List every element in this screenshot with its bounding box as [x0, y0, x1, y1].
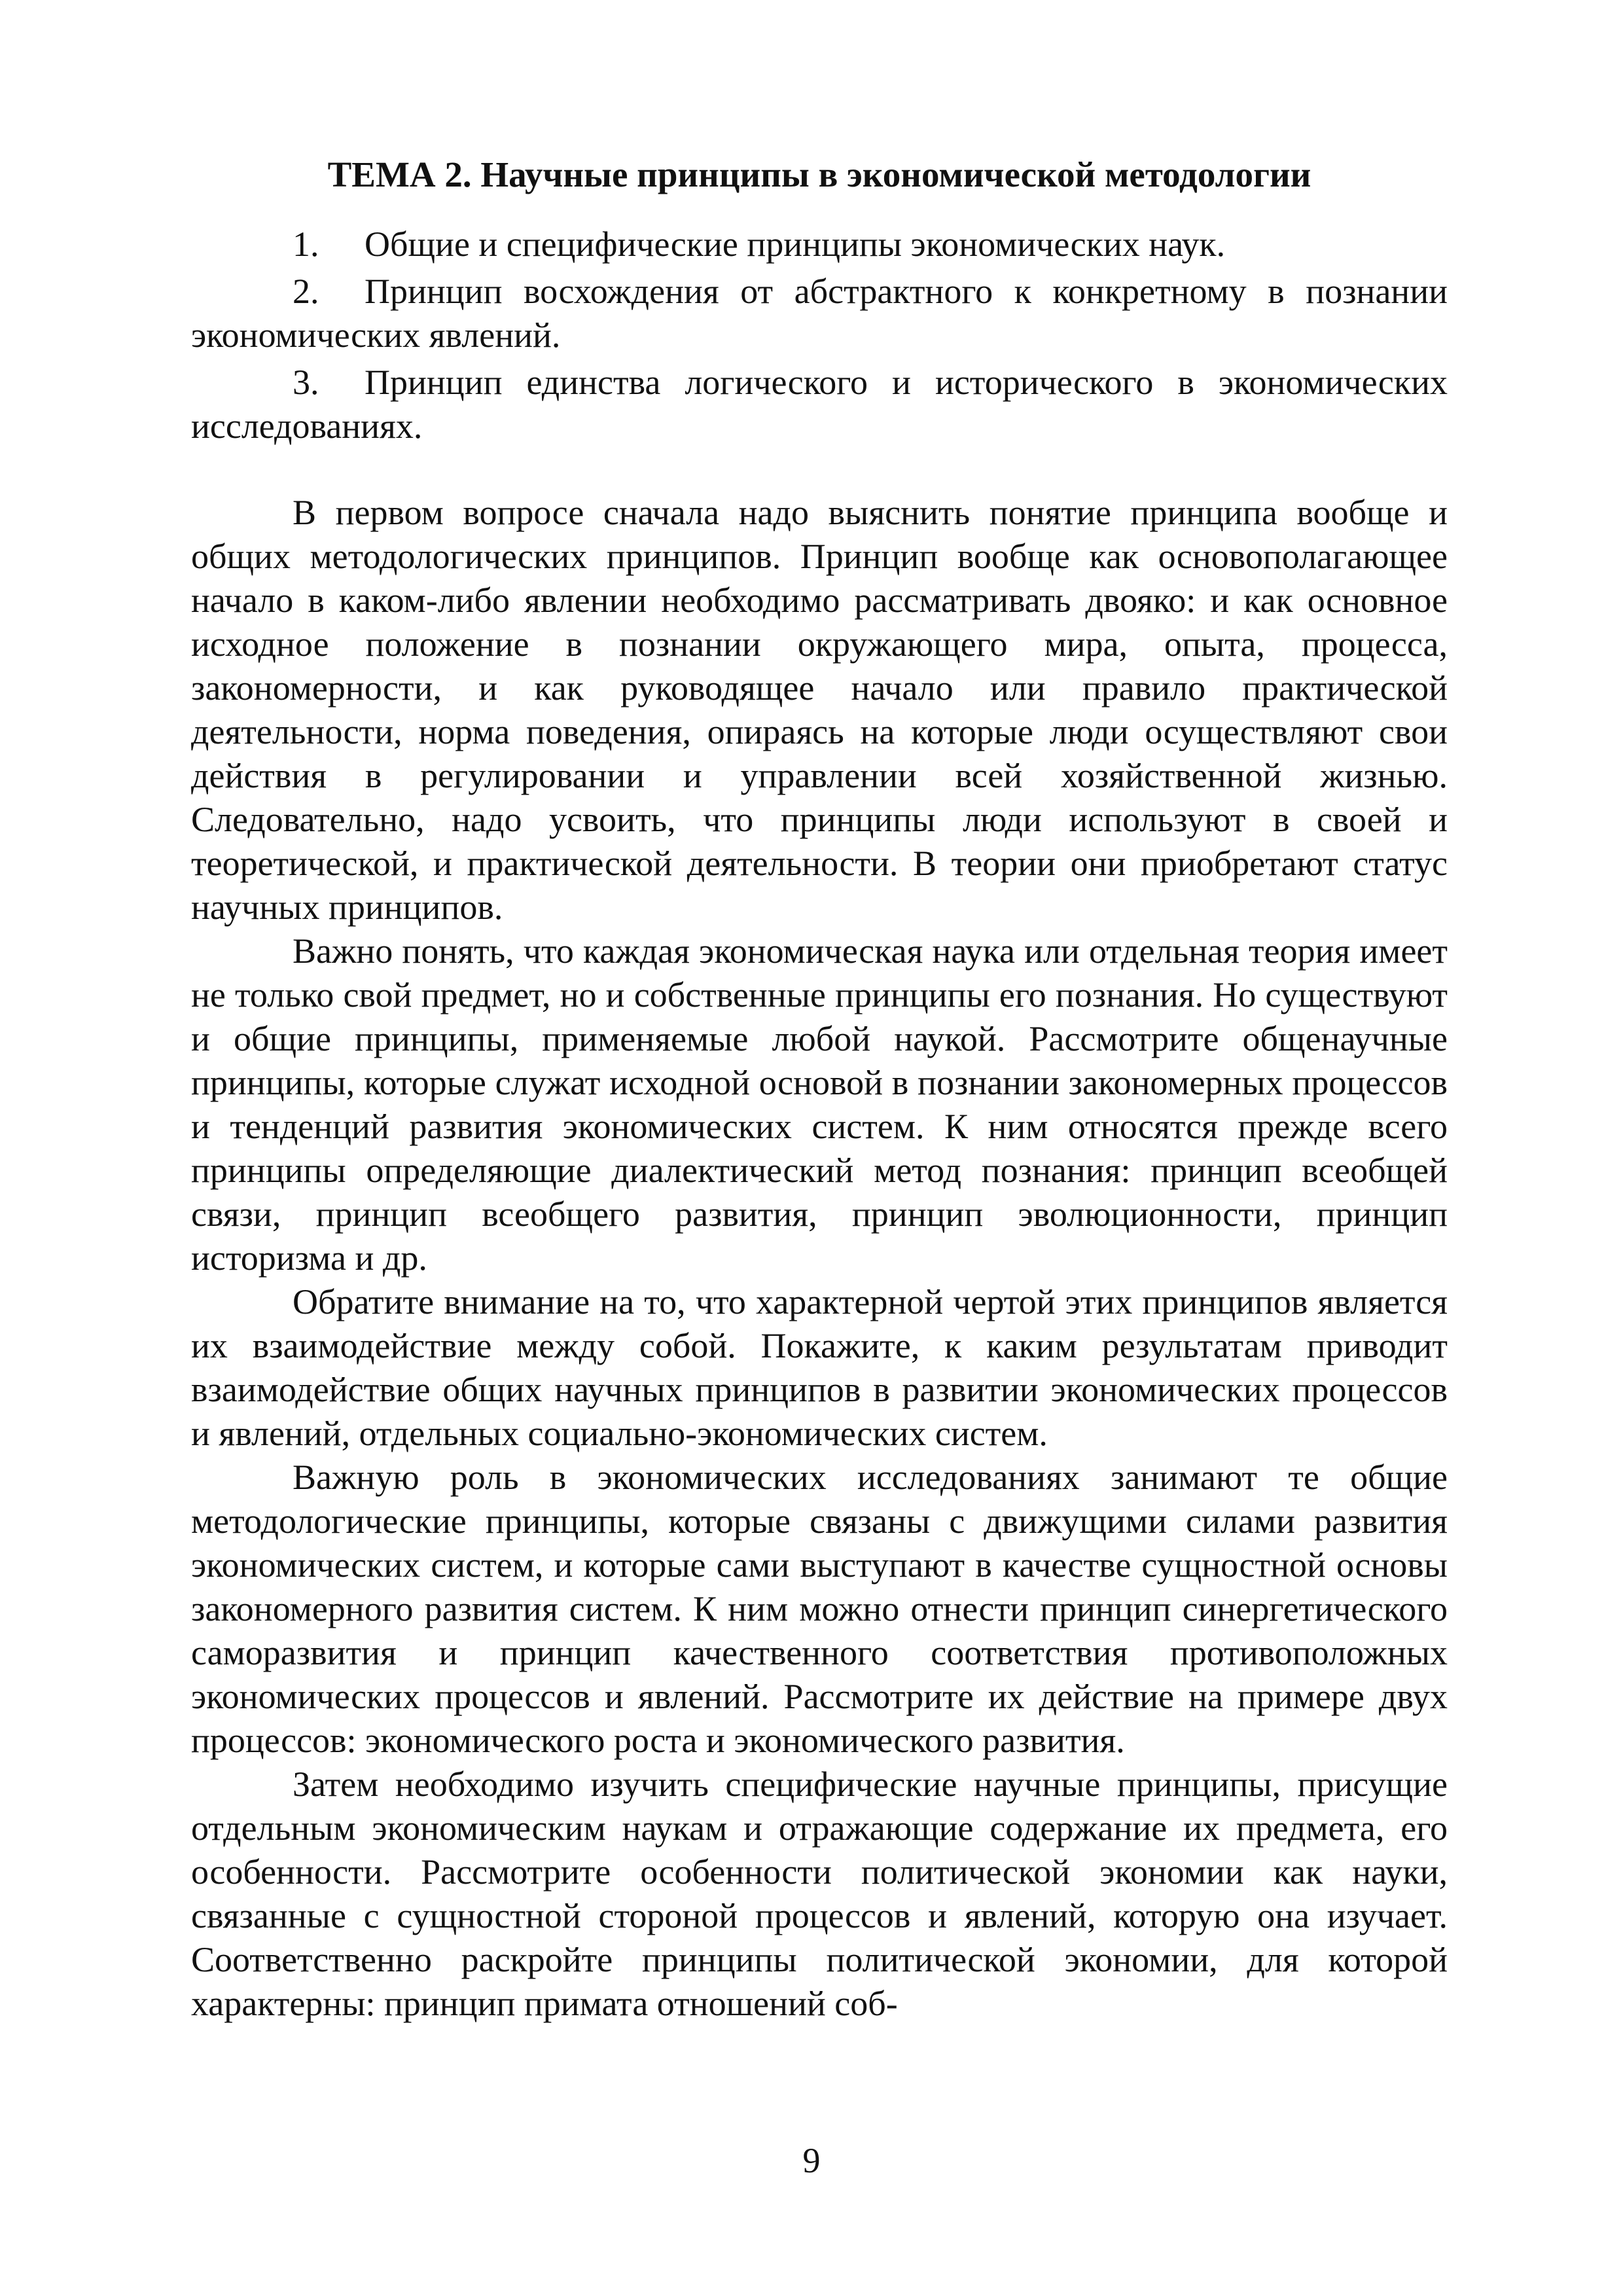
question-number: 3. — [293, 363, 319, 402]
body-paragraph: Обратите внимание на то, что характерной чертой этих принципов является их взаимодействие между собой. Покажите, к каким результатам приводит взаимодействие общих научных принципов в развитии экономических процессов и явлений, отдельных социально-экономических систем. — [191, 1282, 1448, 1453]
question-list — [191, 223, 1448, 448]
question-text: Общие и специфические принципы экономических наук. — [365, 224, 1226, 264]
question-number: 1. — [293, 224, 319, 264]
body-paragraph: Важно понять, что каждая экономическая наука или отдельная теория имеет не только свой предмет, но и собственные принципы его познания. Но существуют и общие принципы, применяемые любой наукой. Рассмотрите общенаучные принципы, которые служат исходной основой в познании закономерных процессов и тенденций развития экономических систем. К ним относятся прежде всего принципы определяющие диалектический метод познания: принцип всеобщей связи, принцип всеобщего развития, принцип эволюционности, принцип историзма и др. — [191, 931, 1448, 1278]
question-item — [191, 361, 1448, 448]
question-text: Принцип единства логического и исторического в экономических исследованиях. — [191, 363, 1448, 446]
question-text: Принцип восхождения от абстрактного к конкретному в познании экономических явлений. — [191, 272, 1448, 355]
body-paragraph: В первом вопросе сначала надо выяснить понятие принципа вообще и общих методологических принципов. Принцип вообще как основополагающее начало в каком-либо явлении необходимо рассматривать двояко: и как основное исходное положение в познании окружающего мира, опыта, процесса, закономерности, и как руководящее начало или правило практической деятельности, норма поведения, опираясь на которые люди осуществляют свои действия в регулировании и управлении всей хозяйственной жизнью. Следовательно, надо усвоить, что принципы люди используют в своей и теоретической, и практической деятельности. В теории они приобретают статус научных принципов. — [191, 493, 1448, 927]
page-body — [191, 152, 1448, 2026]
page-title: ТЕМА 2. Научные принципы в экономической методологии — [327, 154, 1311, 194]
question-number: 2. — [293, 272, 319, 311]
page-number: 9 — [802, 2141, 821, 2180]
question-item — [191, 223, 1448, 266]
question-item — [191, 270, 1448, 357]
body-paragraph: Важную роль в экономических исследованиях занимают те общие методологические принципы, которые связаны с движущими силами развития экономических систем, и которые сами выступают в качестве сущностной основы закономерного развития систем. К ним можно отнести принцип синергетического саморазвития и принцип качественного соответствия противоположных экономических процессов и явлений. Рассмотрите их действие на примере двух процессов: экономического роста и экономического развития. — [191, 1458, 1448, 1760]
body-paragraph: Затем необходимо изучить специфические научные принципы, присущие отдельным экономическим наукам и отражающие содержание их предмета, его особенности. Рассмотрите особенности политической экономии как науки, связанные с сущностной стороной процессов и явлений, которую она изучает. Соответственно раскройте принципы политической экономии, для которой характерны: принцип примата отношений соб- — [191, 1765, 1448, 2023]
